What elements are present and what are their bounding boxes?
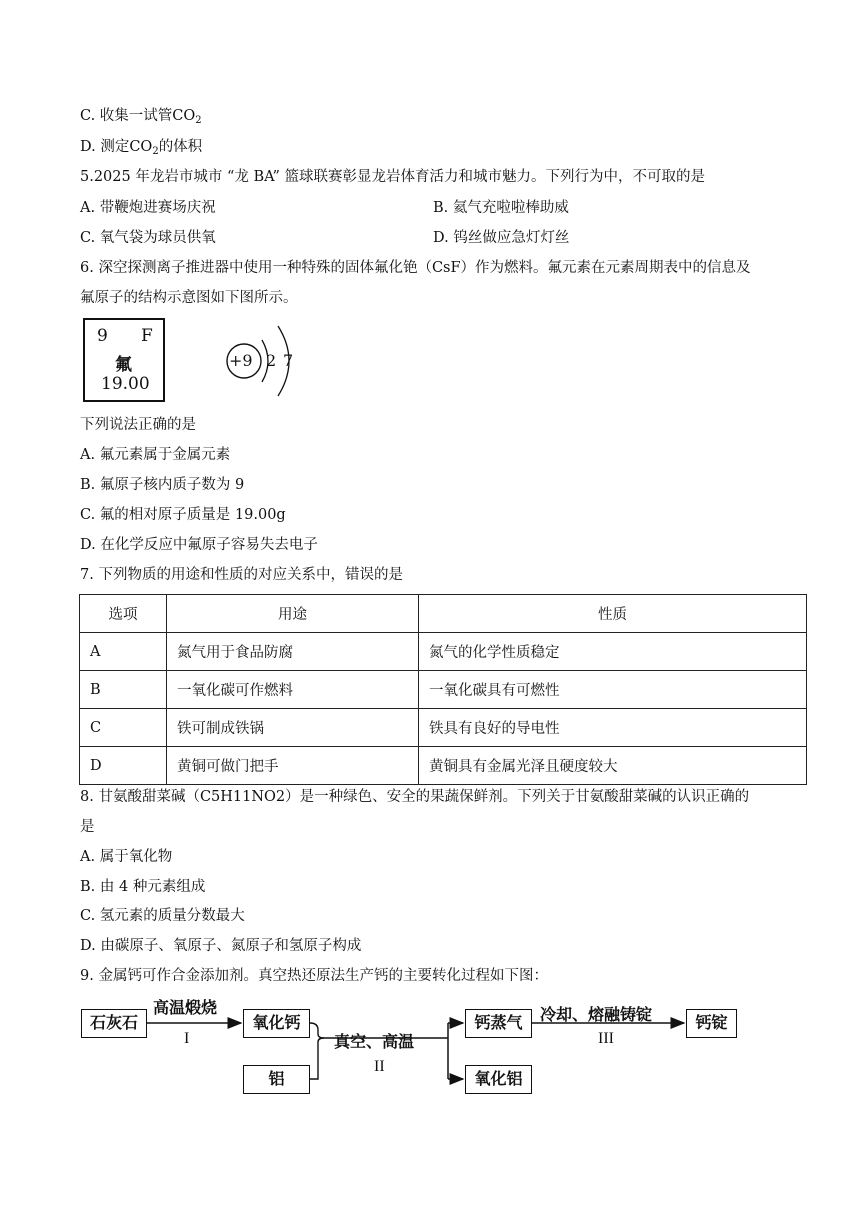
step1-number: I xyxy=(184,1030,190,1047)
q6-option-b: B. 氟原子核内质子数为 9 xyxy=(80,477,245,493)
atomic-mass: 19.00 xyxy=(101,374,150,394)
table-row xyxy=(80,747,807,785)
q6-prompt: 下列说法正确的是 xyxy=(80,417,196,433)
table-cell: 黄铜具有金属光泽且硬度较大 xyxy=(419,747,807,785)
q4-option-d: D. 测定$CO_2$的体积 xyxy=(80,139,203,157)
q8-option-b: B. 由 4 种元素组成 xyxy=(80,879,206,895)
q8-stem-line1: 8. 甘氨酸甜菜碱（C5H11NO2）是一种绿色、安全的果蔬保鲜剂。下列关于甘氨酸甜菜碱的认识正确的 xyxy=(80,789,750,805)
q5-option-b: B. 氦气充啦啦棒助威 xyxy=(433,200,569,216)
table-cell: D xyxy=(80,747,167,785)
bracket-cao xyxy=(310,1023,324,1038)
q8-option-c: C. 氢元素的质量分数最大 xyxy=(80,908,245,924)
step3-number: III xyxy=(598,1030,614,1047)
q6-option-a: A. 氟元素属于金属元素 xyxy=(80,447,231,463)
flow-box-al2o3: 氧化铝 xyxy=(465,1065,532,1094)
q6-option-c: C. 氟的相对原子质量是 19.00g xyxy=(80,507,286,523)
flow-box-limestone: 石灰石 xyxy=(81,1009,147,1038)
table-row xyxy=(80,633,807,671)
periodic-element-card xyxy=(83,318,165,402)
step1-condition: 高温煅烧 xyxy=(153,998,218,1017)
q6-option-d: D. 在化学反应中氟原子容易失去电子 xyxy=(80,537,318,553)
q5-option-c: C. 氧气袋为球员供氧 xyxy=(80,230,216,246)
table-cell: C xyxy=(80,709,167,747)
table-cell: 铁可制成铁锅 xyxy=(167,709,419,747)
shell2-electrons: 7 xyxy=(283,351,294,370)
table-cell: 氮气的化学性质稳定 xyxy=(419,633,807,671)
q6-stem-line1: 6. 深空探测离子推进器中使用一种特殊的固体氟化铯（CsF）作为燃料。氟元素在元素周期表中的信息及 xyxy=(80,260,751,276)
property-table xyxy=(79,594,807,785)
flow-box-ca-ingot: 钙锭 xyxy=(686,1009,737,1038)
q9-stem: 9. 金属钙可作合金添加剂。真空热还原法生产钙的主要转化过程如下图： xyxy=(80,968,548,984)
header-use: 用途 xyxy=(167,595,419,633)
table-header-row xyxy=(80,595,807,633)
step3-condition: 冷却、熔融铸锭 xyxy=(540,1005,653,1024)
element-symbol: F xyxy=(141,326,153,346)
header-option: 选项 xyxy=(80,595,167,633)
q5-option-d: D. 钨丝做应急灯灯丝 xyxy=(433,230,570,246)
step2-number: II xyxy=(374,1058,385,1075)
table-cell: 氮气用于食品防腐 xyxy=(167,633,419,671)
table-row xyxy=(80,709,807,747)
header-property: 性质 xyxy=(419,595,807,633)
table-cell: 黄铜可做门把手 xyxy=(167,747,419,785)
process-flow-connectors xyxy=(0,990,868,1100)
q4-option-c: C. 收集一试管$CO_2$ xyxy=(80,108,202,126)
element-name: 氟 xyxy=(115,355,132,375)
flow-box-cao: 氧化钙 xyxy=(243,1009,310,1038)
bracket-al xyxy=(310,1038,324,1079)
table-cell: B xyxy=(80,671,167,709)
table-cell: 一氧化碳具有可燃性 xyxy=(419,671,807,709)
q8-stem-line2: 是 xyxy=(80,819,95,835)
table-cell: 一氧化碳可作燃料 xyxy=(167,671,419,709)
q8-option-d: D. 由碳原子、氧原子、氮原子和氢原子构成 xyxy=(80,938,362,954)
q5-option-a: A. 带鞭炮进赛场庆祝 xyxy=(80,200,216,216)
shell1-electrons: 2 xyxy=(266,351,277,370)
q5-stem: 5.2025 年龙岩市城市 “龙 BA” 篮球联赛彰显龙岩体育活力和城市魅力。下列行为中，不可取的是 xyxy=(80,169,705,185)
flow-box-ca-vapor: 钙蒸气 xyxy=(465,1009,532,1038)
table-row xyxy=(80,671,807,709)
atomic-number: 9 xyxy=(97,326,108,346)
q6-stem-line2: 氟原子的结构示意图如下图所示。 xyxy=(80,290,298,306)
step2-condition: 真空、高温 xyxy=(334,1032,415,1051)
flow-box-al: 铝 xyxy=(243,1065,310,1094)
q7-stem: 7. 下列物质的用途和性质的对应关系中，错误的是 xyxy=(80,567,403,583)
table-cell: 铁具有良好的导电性 xyxy=(419,709,807,747)
q8-option-a: A. 属于氧化物 xyxy=(80,849,173,865)
nucleus-charge: +9 xyxy=(229,351,253,370)
table-cell: A xyxy=(80,633,167,671)
